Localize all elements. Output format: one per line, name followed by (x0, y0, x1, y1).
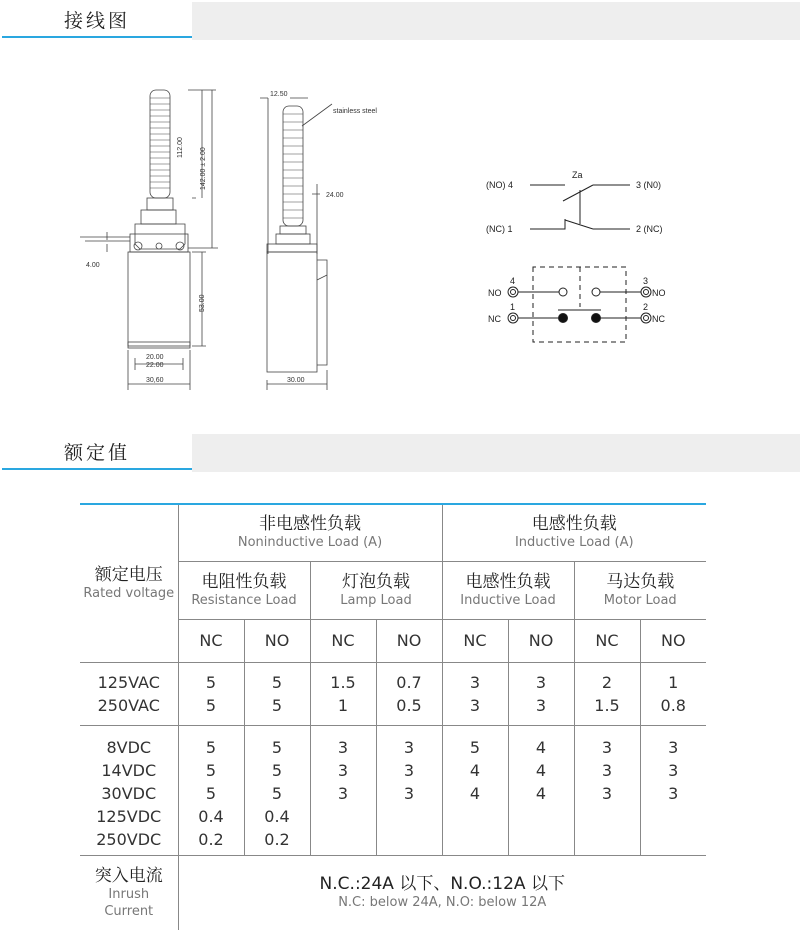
value-cell: 1 0.8 (640, 662, 706, 725)
value-cell: 5 5 5 0.4 0.2 (178, 725, 244, 855)
label-no-left: NO (488, 288, 502, 298)
label-no3: 3 (N0) (636, 180, 662, 190)
value-cell: 3 3 3 (640, 725, 706, 855)
value-cell: 5 5 (178, 662, 244, 725)
value-cell: 2 1.5 (574, 662, 640, 725)
value-cell: 3 3 3 (574, 725, 640, 855)
contact-header: NC (574, 619, 640, 662)
value-cell: 1.5 1 (310, 662, 376, 725)
contact-header: NO (508, 619, 574, 662)
lamp-load-header: 灯泡负载 Lamp Load (310, 561, 442, 619)
contact-header: NC (178, 619, 244, 662)
dim-30: 30.00 (287, 377, 305, 384)
value-cell: 5 4 4 (442, 725, 508, 855)
inductive-header: 电感性负载 Inductive Load (A) (442, 504, 706, 561)
dim-20: 20.00 (146, 354, 164, 361)
dim-4: 4.00 (86, 262, 100, 269)
resistance-load-header: 电阻性负载 Resistance Load (178, 561, 310, 619)
table-row-ac (80, 662, 706, 725)
section-title: 接线图 (2, 2, 192, 38)
voltage-cell: 8VDC 14VDC 30VDC 125VDC 250VDC (80, 725, 178, 855)
dim-24: 24.00 (326, 192, 344, 199)
value-cell: 3 3 (442, 662, 508, 725)
motor-load-header: 马达负载 Motor Load (574, 561, 706, 619)
label-nc1: (NC) 1 (486, 224, 513, 234)
dim-22: 22.00 (146, 362, 164, 369)
contact-header: NO (376, 619, 442, 662)
value-cell: 3 3 3 (376, 725, 442, 855)
material-label: stainless steel (333, 108, 377, 115)
dim-12-5: 12.50 (270, 91, 288, 98)
dim-53: 53.00 (199, 294, 206, 312)
dim-30-6: 30,60 (146, 377, 164, 384)
noninductive-header: 非电感性负载 Noninductive Load (A) (178, 504, 442, 561)
contact-header: NO (640, 619, 706, 662)
table-row-inrush (80, 855, 706, 930)
voltage-cell: 125VAC 250VAC (80, 662, 178, 725)
section-header-wiring (2, 2, 800, 40)
label-nc-left: NC (488, 314, 501, 324)
terminal-2: 2 (643, 302, 649, 312)
header-band (192, 2, 800, 40)
rated-voltage-header: 额定电压 Rated voltage (80, 504, 178, 662)
terminal-3: 3 (643, 276, 649, 286)
inrush-value: N.C.:24A 以下、N.O.:12A 以下 N.C: below 24A, N.O: below 12A (178, 855, 706, 930)
value-cell: 4 4 4 (508, 725, 574, 855)
section-title: 额定值 (2, 434, 192, 470)
label-za: Za (572, 170, 583, 180)
contact-header: NC (310, 619, 376, 662)
side-view (260, 98, 332, 390)
dimension-drawing (80, 80, 400, 400)
value-cell: 3 3 3 (310, 725, 376, 855)
label-no4: (NO) 4 (486, 180, 513, 190)
value-cell: 0.7 0.5 (376, 662, 442, 725)
value-cell: 3 3 (508, 662, 574, 725)
dim-142: 142.00 ± 2.00 (200, 147, 207, 190)
terminal-4: 4 (510, 276, 516, 286)
label-nc2: 2 (NC) (636, 224, 663, 234)
header-band (192, 434, 800, 472)
section-header-rating (2, 434, 800, 472)
dim-112: 112.00 (177, 137, 184, 158)
inrush-header: 突入电流 Inrush Current (80, 855, 178, 930)
front-view (80, 90, 218, 390)
table-row-dc (80, 725, 706, 855)
terminal-1: 1 (510, 302, 516, 312)
switch-schematic (480, 160, 700, 350)
contact-header: NC (442, 619, 508, 662)
inductive-load-header: 电感性负载 Inductive Load (442, 561, 574, 619)
value-cell: 5 5 5 0.4 0.2 (244, 725, 310, 855)
rating-table (80, 503, 706, 930)
label-nc-right: NC (652, 314, 665, 324)
value-cell: 5 5 (244, 662, 310, 725)
contact-header: NO (244, 619, 310, 662)
label-no-right: NO (652, 288, 666, 298)
